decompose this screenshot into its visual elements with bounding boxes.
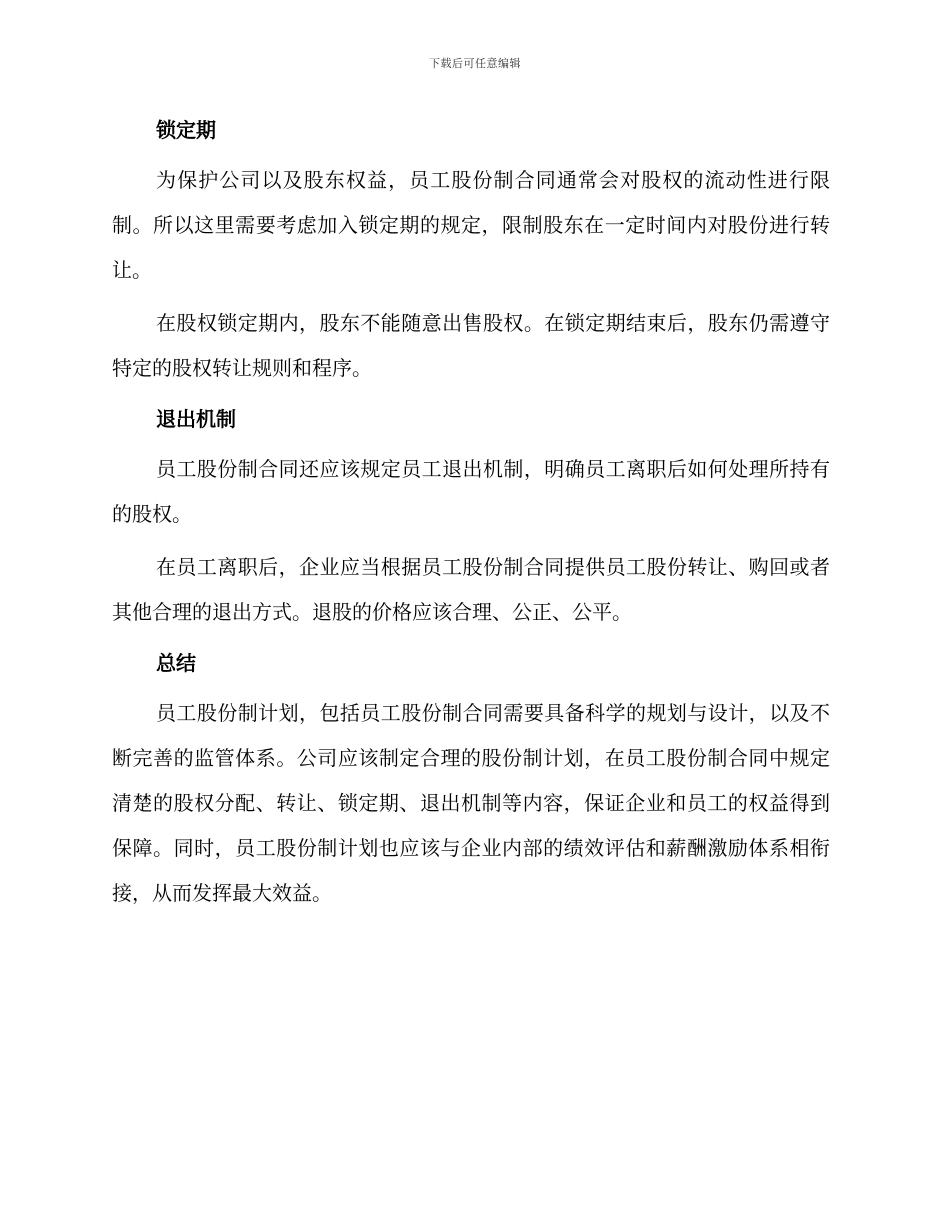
- section-lock-period: [112, 110, 830, 391]
- document-body: [112, 110, 830, 924]
- paragraph: 在股权锁定期内，股东不能随意出售股权。在锁定期结束后，股东仍需遵守特定的股权转让规则和程序。: [112, 311, 830, 380]
- section-heading: 退出机制: [156, 407, 236, 431]
- page-header: 下载后可任意编辑: [429, 57, 521, 70]
- section-heading: 锁定期: [156, 118, 216, 142]
- paragraph: 在员工离职后，企业应当根据员工股份制合同提供员工股份转让、购回或者其他合理的退出方式。退股的价格应该合理、公正、公平。: [112, 555, 830, 624]
- paragraph: 员工股份制计划，包括员工股份制合同需要具备科学的规划与设计，以及不断完善的监管体系。公司应该制定合理的股份制计划，在员工股份制合同中规定清楚的股权分配、转让、锁定期、退出机制等内容，保证企业和员工的权益得到保障。同时，员工股份制计划也应该与企业内部的绩效评估和薪酬激励体系相衔接，从而发挥最大效益。: [112, 701, 830, 905]
- section-heading: 总结: [156, 651, 196, 675]
- section-summary: [112, 643, 830, 916]
- paragraph: 员工股份制合同还应该规定员工退出机制，明确员工离职后如何处理所持有的股权。: [112, 457, 830, 526]
- paragraph: 为保护公司以及股东权益，员工股份制合同通常会对股权的流动性进行限制。所以这里需要考虑加入锁定期的规定，限制股东在一定时间内对股份进行转让。: [112, 168, 830, 282]
- section-exit-mechanism: [112, 399, 830, 635]
